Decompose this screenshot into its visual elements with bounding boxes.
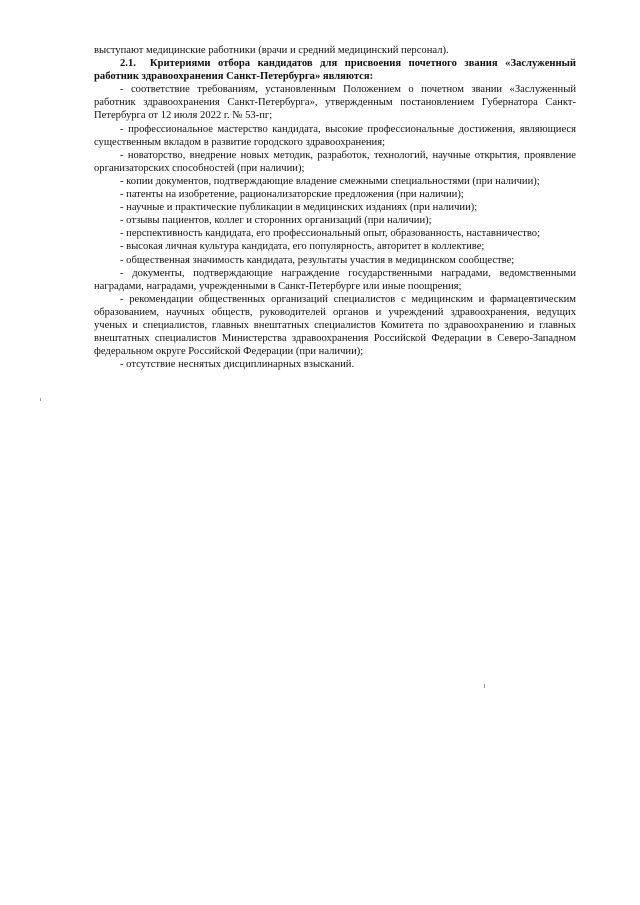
scan-mark <box>40 398 41 401</box>
criterion-item: - профессиональное мастерство кандидата, высокие профессиональные достижения, являющиеся существенным вкладом в развитие городского здравоохранения; <box>94 123 576 148</box>
document-body <box>94 44 576 371</box>
criteria-list <box>94 83 576 371</box>
criterion-item: - копии документов, подтверждающие владение смежными специальностями (при наличии); <box>120 175 540 187</box>
section-heading <box>94 57 576 83</box>
criterion-item: - патенты на изобретение, рационализаторские предложения (при наличии); <box>120 189 464 201</box>
section-title: Критериями отбора кандидатов для присвоения почетного звания «Заслуженный работник здравоохранения Санкт-Петербурга» являются: <box>94 58 576 83</box>
criterion-item: - общественная значимость кандидата, результаты участия в медицинском сообществе; <box>120 254 515 266</box>
criterion-item: - новаторство, внедрение новых методик, разработок, технологий, научные открытия, проявление организаторских способностей (при наличии); <box>94 149 576 174</box>
criterion-item: - высокая личная культура кандидата, его популярность, авторитет в коллективе; <box>120 241 485 253</box>
criterion-item: - отзывы пациентов, коллег и сторонних организаций (при наличии); <box>120 215 432 227</box>
intro-line: выступают медицинские работники (врачи и средний медицинский персонал). <box>94 45 449 56</box>
criterion-item: - отсутствие неснятых дисциплинарных взысканий. <box>120 359 355 371</box>
criterion-item: - рекомендации общественных организаций специалистов с медицинским и фармацевтическим образованием, научных обществ, руководителей органов и учреждений здравоохранения, ведущих ученых и специалистов, главных внештатных специалистов Комитета по здравоохранению и главных внештатных специалистов Министерства здравоохранения Российской Федерации в Северо-Западном федеральном округе Российской Федерации (при наличии); <box>94 293 576 358</box>
criterion-item: - соответствие требованиям, установленным Положением о почетном звании «Заслуженный работник здравоохранения Санкт-Петербурга», утвержденным постановлением Губернатора Санкт-Петербурга от 12 июля 2022 г. № 53-пг; <box>94 84 576 122</box>
scan-mark <box>484 684 485 688</box>
criterion-item: - научные и практические публикации в медицинских изданиях (при наличии); <box>120 202 478 214</box>
criterion-item: - перспективность кандидата, его профессиональный опыт, образованность, наставничество; <box>120 228 541 240</box>
section-number: 2.1. <box>120 58 136 70</box>
criterion-item: - документы, подтверждающие награждение государственными наградами, ведомственными наградами, наградами, учрежденными в Санкт-Петербурге или иные поощрения; <box>94 267 576 292</box>
